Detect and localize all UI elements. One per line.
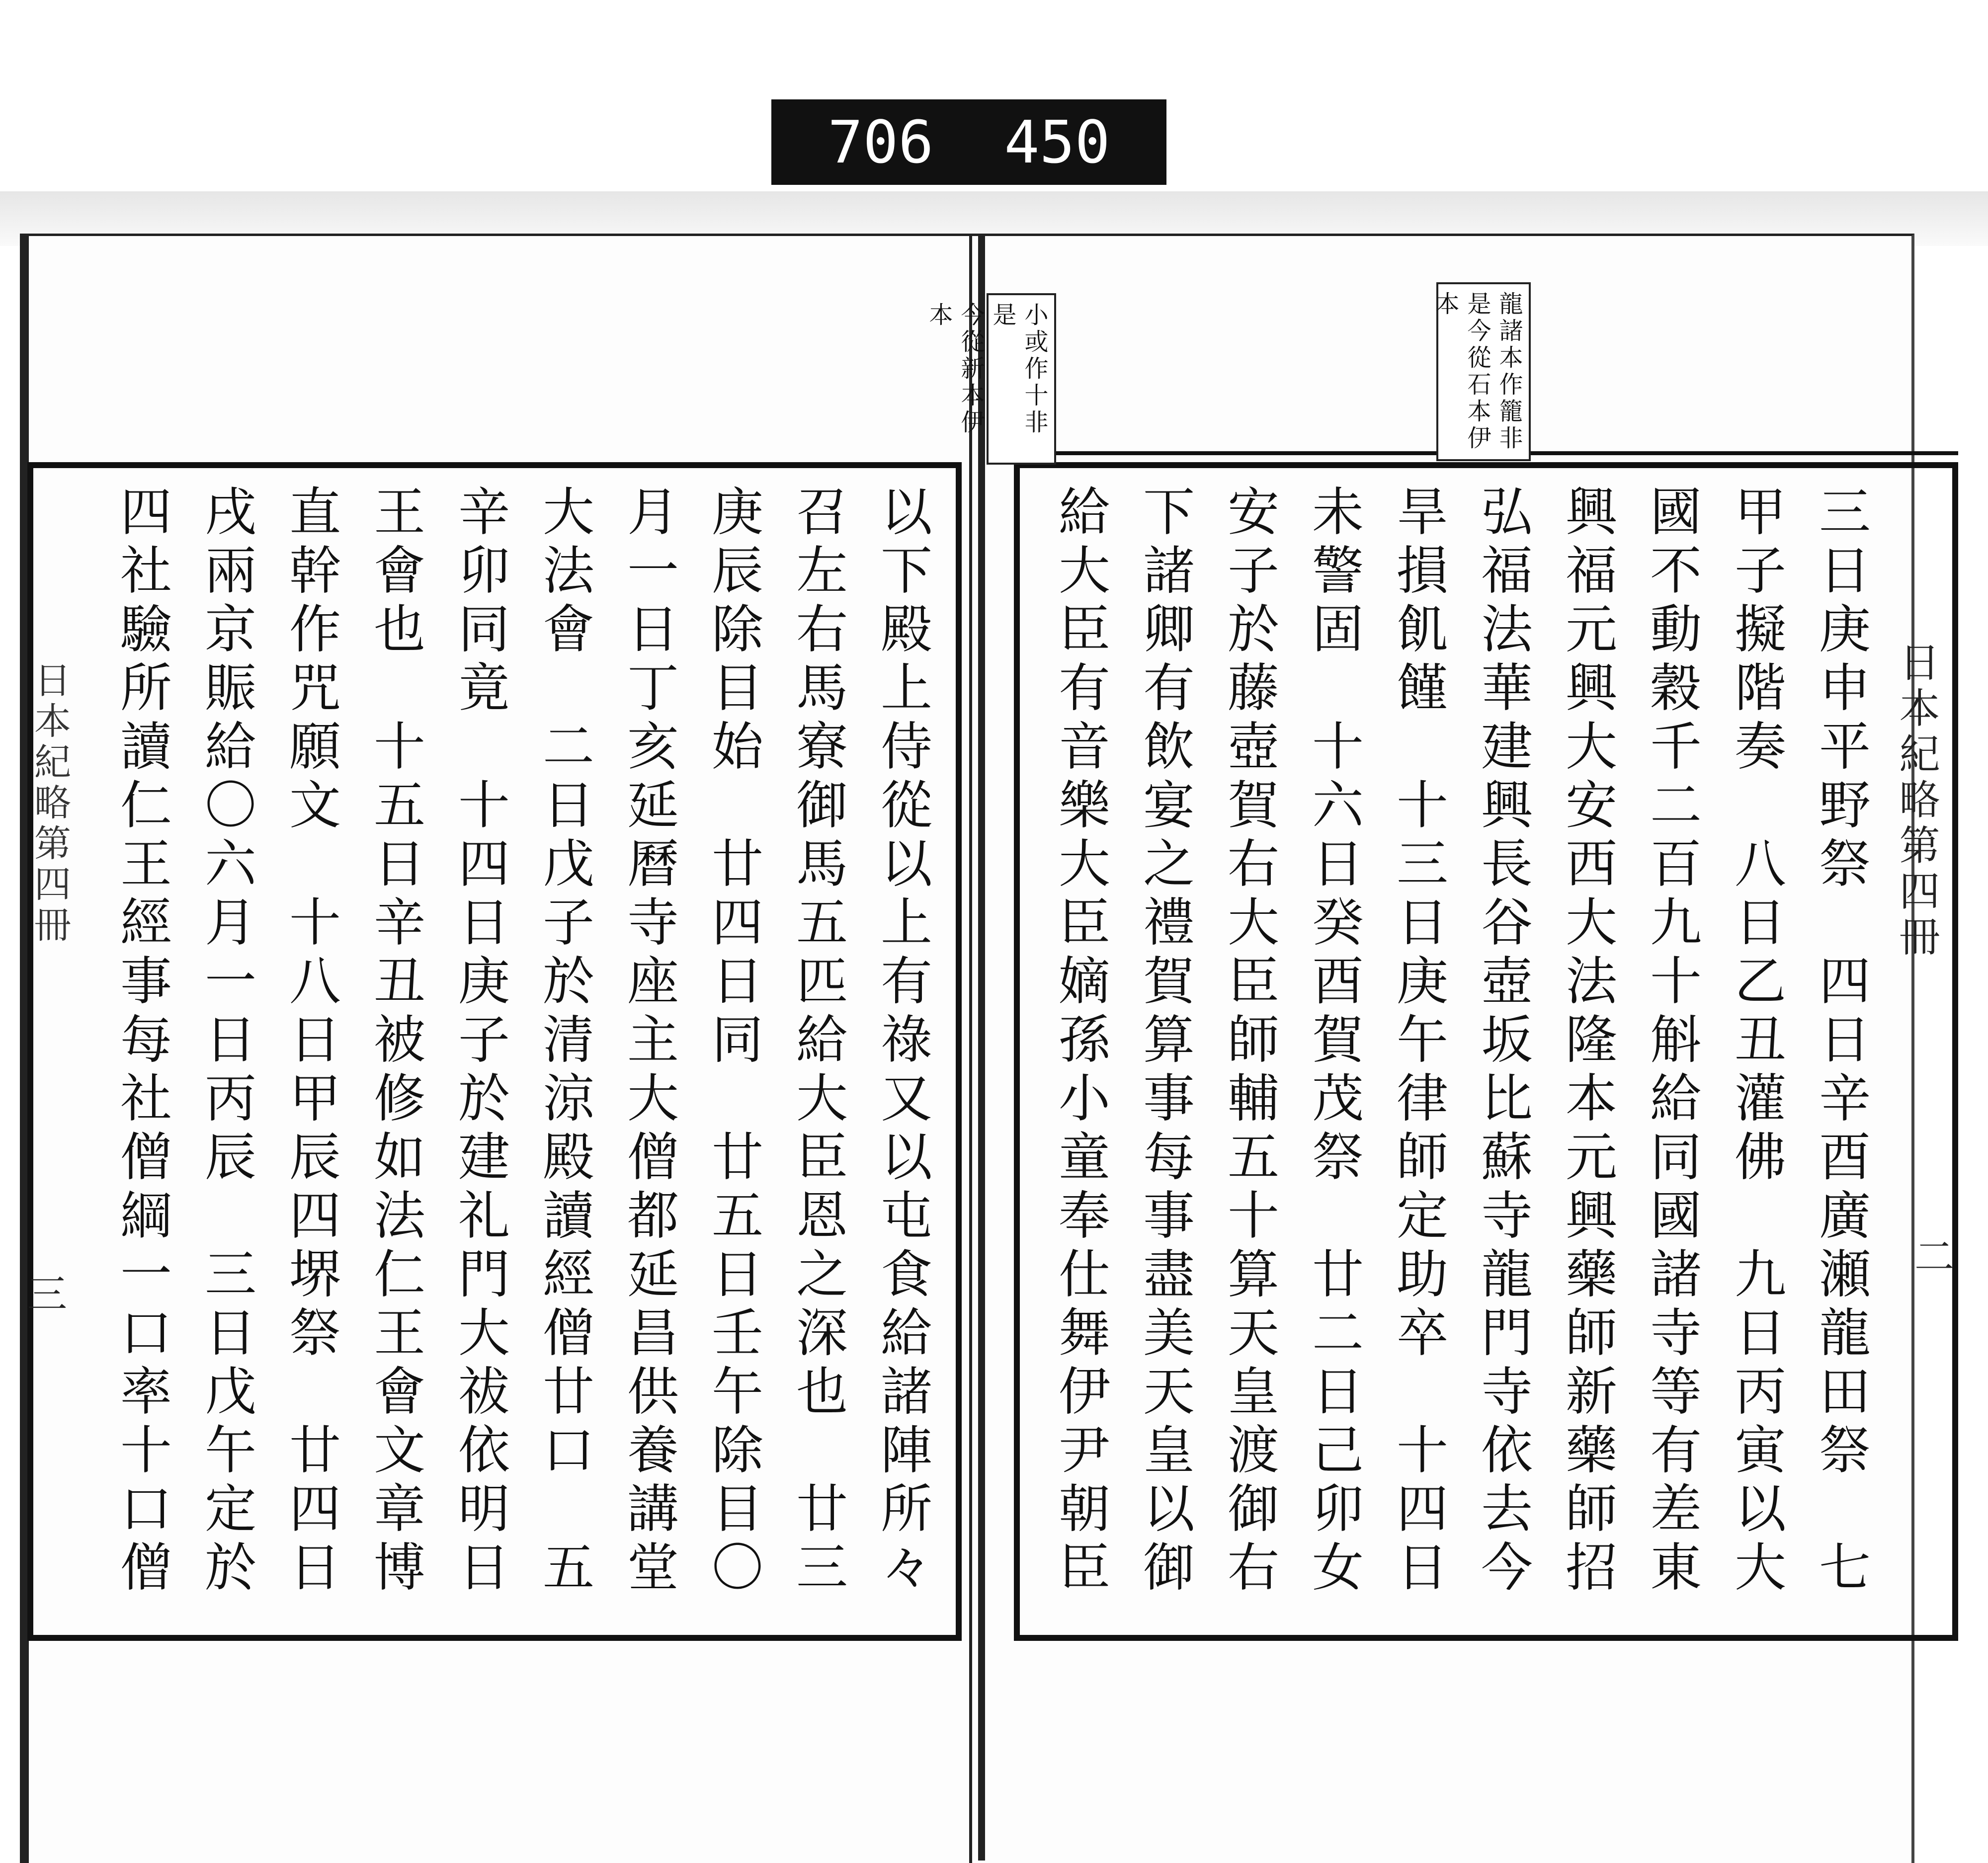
left-margin-title: 日本紀略第四冊 — [28, 661, 71, 946]
right-text-column-1: 三日庚申平野祭 四日辛酉廣瀬龍田祭 七 — [1810, 485, 1871, 1599]
collation-note-1 — [1431, 282, 1531, 461]
collation-note-2 — [925, 293, 1056, 465]
left-text-column-4: 月一日丁亥延曆寺座主大僧都延昌供養講堂 — [618, 485, 679, 1599]
right-text-column-7: 未警固 十六日癸酉賀茂祭 廿二日己卯女 — [1303, 485, 1364, 1599]
left-page-number: 三 — [27, 1271, 67, 1317]
note-line: 是今從石本伊 — [1463, 291, 1491, 452]
right-page-number: 二 — [1914, 1234, 1954, 1280]
scan-label: 706 450 — [771, 99, 1166, 185]
right-text-column-5: 弘福法華建興長谷壺坂比蘇寺龍門寺依去今 — [1472, 485, 1533, 1599]
note-line: 本 — [1431, 291, 1459, 318]
left-text-column-6: 辛卯同竟 十四日庚子於建礼門大祓依明日 — [449, 485, 510, 1599]
right-text-column-3: 國不動穀千二百九十斛給同國諸寺等有差東 — [1641, 485, 1702, 1599]
left-text-column-9: 戌兩京賑給〇六月一日丙辰 三日戊午定於 — [196, 485, 256, 1599]
right-text-column-4: 興福元興大安西大法隆本元興藥師新藥師招 — [1557, 485, 1617, 1599]
left-text-column-7: 王會也 十五日辛丑被修如法仁王會文章博 — [365, 485, 425, 1599]
left-text-column-8: 直幹作咒願文 十八日甲辰四堺祭 廿四日 — [280, 485, 341, 1599]
right-text-column-8: 安子於藤壺賀右大臣師輔五十算天皇渡御右 — [1219, 485, 1279, 1599]
right-text-column-9: 下諸卿有飲宴之禮賀算事每事盡美天皇以御 — [1134, 485, 1195, 1599]
right-text-column-10: 給大臣有音樂大臣嫡孫小童奉仕舞伊尹朝臣 — [1050, 485, 1110, 1599]
book-spine — [978, 234, 985, 1861]
running-header: 日本紀略第四冊 — [1893, 641, 1940, 961]
left-text-column-1: 以下殿上侍從以上有祿又以屯食給諸陣所々 — [872, 485, 932, 1599]
left-text-column-3: 庚辰除目始 廿四日同 廿五日壬午除目〇 — [703, 485, 763, 1599]
right-text-column-6: 旱損飢饉 十三日庚午律師定助卒 十四日 — [1388, 485, 1448, 1599]
note-line: 小或作十非是 — [989, 302, 1048, 436]
right-text-column-2: 甲子擬階奏 八日乙丑灌佛 九日丙寅以大 — [1726, 485, 1786, 1599]
note-line: 今從新本伊本 — [925, 302, 985, 436]
note-line: 龍諸本作籠非 — [1495, 291, 1523, 452]
left-text-column-2: 召左右馬寮御馬五匹給大臣恩之深也 廿三 — [787, 485, 848, 1599]
left-text-column-5: 大法會 二日戊子於清涼殿讀經僧廿口 五 — [534, 485, 594, 1599]
left-text-column-10: 四社驗所讀仁王經事每社僧綱一口率十口僧 — [111, 485, 172, 1599]
